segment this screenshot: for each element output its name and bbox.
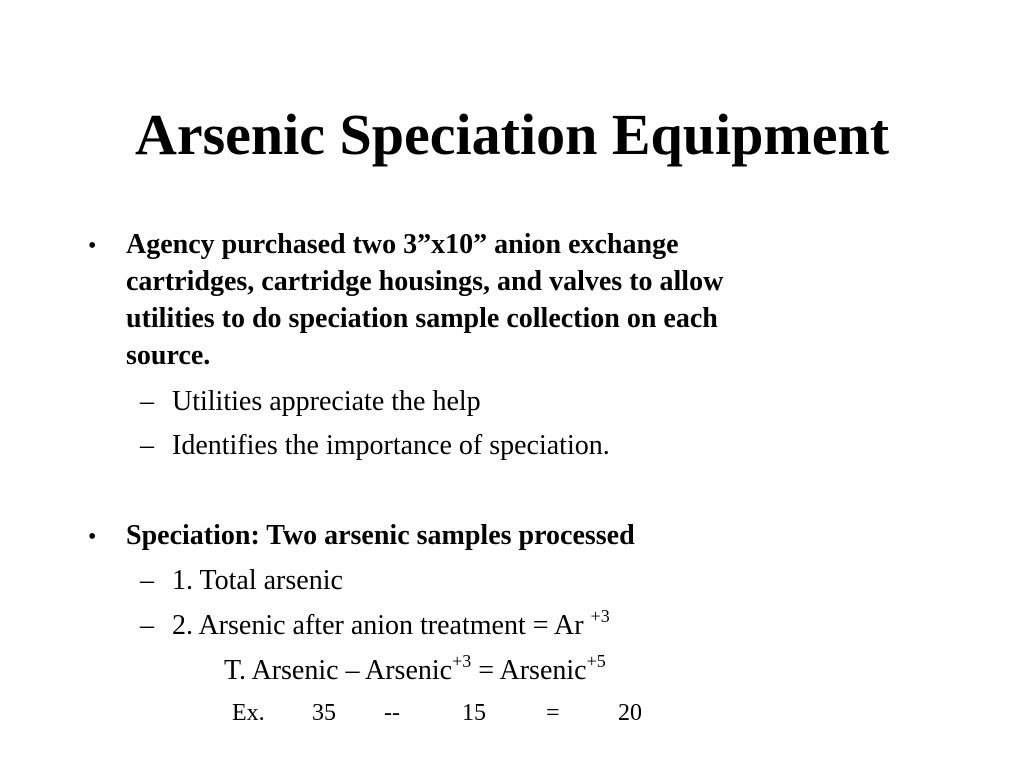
- bullet-line: cartridges, cartridge housings, and valves to allow: [126, 266, 724, 297]
- bullet-text-equipment: [126, 226, 723, 374]
- anion-treatment-text: 2. Arsenic after anion treatment = Ar: [172, 610, 591, 641]
- slide-title: Arsenic Speciation Equipment: [134, 102, 890, 167]
- equation-superscript-1: +3: [452, 650, 472, 671]
- sub-bullet-marker: –: [140, 610, 154, 641]
- sub-bullet-anion-treatment: [172, 605, 610, 644]
- sub-bullet-marker: –: [140, 565, 154, 596]
- bullet-text-speciation: [126, 517, 635, 554]
- anion-treatment-superscript: +3: [590, 605, 610, 626]
- sub-bullet-total-arsenic: 1. Total arsenic: [172, 565, 343, 596]
- equation-superscript-2: +5: [586, 650, 606, 671]
- example-as5: 20: [618, 700, 642, 726]
- sub-bullet-marker: –: [140, 386, 154, 417]
- bullet-line: utilities to do speciation sample collection on each: [126, 303, 718, 334]
- sub-bullet-marker: –: [140, 430, 154, 461]
- equation-part-2: = Arsenic: [471, 655, 587, 686]
- bullet-marker: •: [88, 233, 97, 259]
- bullet-line: source.: [126, 340, 211, 371]
- bullet-line: Agency purchased two 3”x10” anion exchange: [126, 229, 679, 260]
- example-equals: =: [546, 700, 560, 726]
- example-as3: 15: [462, 700, 486, 726]
- sub-bullet-importance: Identifies the importance of speciation.: [172, 430, 610, 461]
- equation-line: [224, 650, 606, 689]
- sub-bullet-utilities-help: Utilities appreciate the help: [172, 386, 481, 417]
- example-label: Ex.: [232, 700, 265, 726]
- example-minus: --: [384, 700, 400, 726]
- bullet-line: Speciation: Two arsenic samples processed: [126, 520, 635, 551]
- bullet-marker: •: [88, 524, 97, 550]
- equation-part-1: T. Arsenic – Arsenic: [224, 655, 453, 686]
- example-line: [232, 697, 642, 729]
- example-total: 35: [312, 700, 336, 726]
